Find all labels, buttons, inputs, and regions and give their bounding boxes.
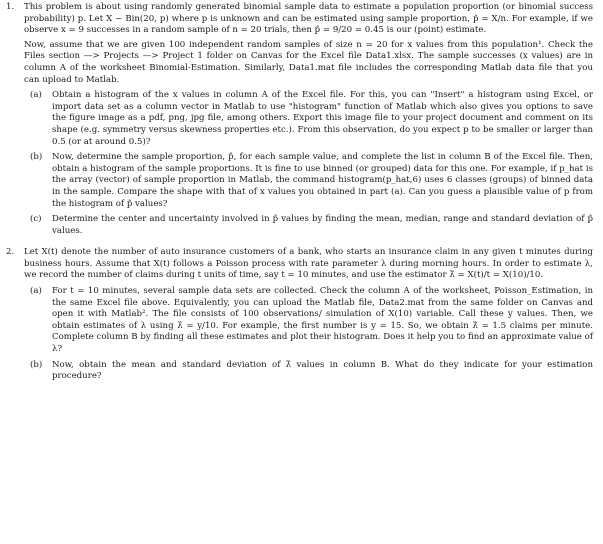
part-b [30,360,593,383]
part-label: (a) [30,90,42,101]
part-text: Obtain a histogram of the x values in column A of the Excel file. For this, you can "Insert" a histogram using Excel, or import data set as a column vector in Matlab to use "histogram" function of Matlab which also gives you options to save the figure image as a pdf, png, jpg file, among others. Export this image file to your project document and comment on its shape (e.g. symmetry versus skewness properties etc.). From this observation, do you expect p to be smaller or larger than 0.5 (or at around 0.5)? [52,90,593,147]
part-c [30,214,593,237]
part-text: Now, determine the sample proportion, p̂, for each sample value, and complete the list in column B of the Excel file. Then, obtain a histogram of the sample proportions. It is fine to use binned (or grouped) data for this one. For example, if p_hat is the array (vector) of sample proportion in Matlab, the command histogram(p_hat,6) uses 6 classes (groups) of binned data in the sample. Compare the shape with that of x values you obtained in part (a). Can you guess a plausible value of p from the histogram of p̂ values? [52,152,593,209]
problem-number: 1. [6,2,15,12]
part-label: (b) [30,152,43,163]
part-text: For t = 10 minutes, several sample data sets are collected. Check the column A of the worksheet, Poisson_Estimation, in the same Excel file above. Equivalently, you can upload the Matlab file, Data2.mat from the same folder on Canvas and open it with Matlab². The file consists of 100 observations/ simulation of X(10) variable. Call these y values. Then, we obtain estimates of λ using λ̂ = y/10. For example, the first number is y = 15. So, we obtain λ̂ = 1.5 claims per minute. Complete column B by finding all these estimates and plot their histogram. Does it help you to find an approximate value of λ? [52,286,593,355]
problem-body [24,2,593,239]
problem-intro: Let X(t) denote the number of auto insurance customers of a bank, who starts an insurance claim in any given t minutes during business hours. Assume that X(t) follows a Poisson process with rate parameter λ during morning hours. In order to estimate λ, we record the number of claims during t units of time, say t = 10 minutes, and use the estimator λ̂ = X(t)/t = X(10)/10. [24,247,593,281]
parts-list [30,286,593,383]
part-label: (b) [30,359,43,370]
problem-body [24,247,593,385]
part-text: Now, obtain the mean and standard deviation of λ̂ values in column B. What do they indicate for your estimation procedure? [52,359,593,382]
problem-intro: This problem is about using randomly generated binomial sample data to estimate a population proportion (or binomial success probability) p. Let X ~ Bin(20, p) where p is unknown and can be estimated using sample proportion, p̂ = X/n. For example, if we observe x = 9 successes in a random sample of n = 20 trials, then p̂ = 9/20 = 0.45 is our (point) estimate. [24,2,593,36]
part-a [30,286,593,356]
part-label: (c) [30,214,42,225]
problem-2 [6,247,593,385]
problem-paragraph: Now, assume that we are given 100 independent random samples of size n = 20 for x values from this population¹. Check the Files section —> Projects —> Project 1 folder on Canvas for the Excel file Data1.xlsx. The sample successes (x values) are in column A of the worksheet Binomial-Estimation. Similarly, Data1.mat file includes the corresponding Matlab data file that you can upload to Matlab. [24,39,593,85]
parts-list [30,90,593,237]
part-a [30,90,593,148]
problem-number: 2. [6,247,15,258]
problem-1 [6,2,593,239]
part-text: Determine the center and uncertainty involved in p̂ values by finding the mean, median, range and standard deviation of p̂ values. [52,214,593,236]
part-b [30,152,593,210]
part-label: (a) [30,286,42,297]
